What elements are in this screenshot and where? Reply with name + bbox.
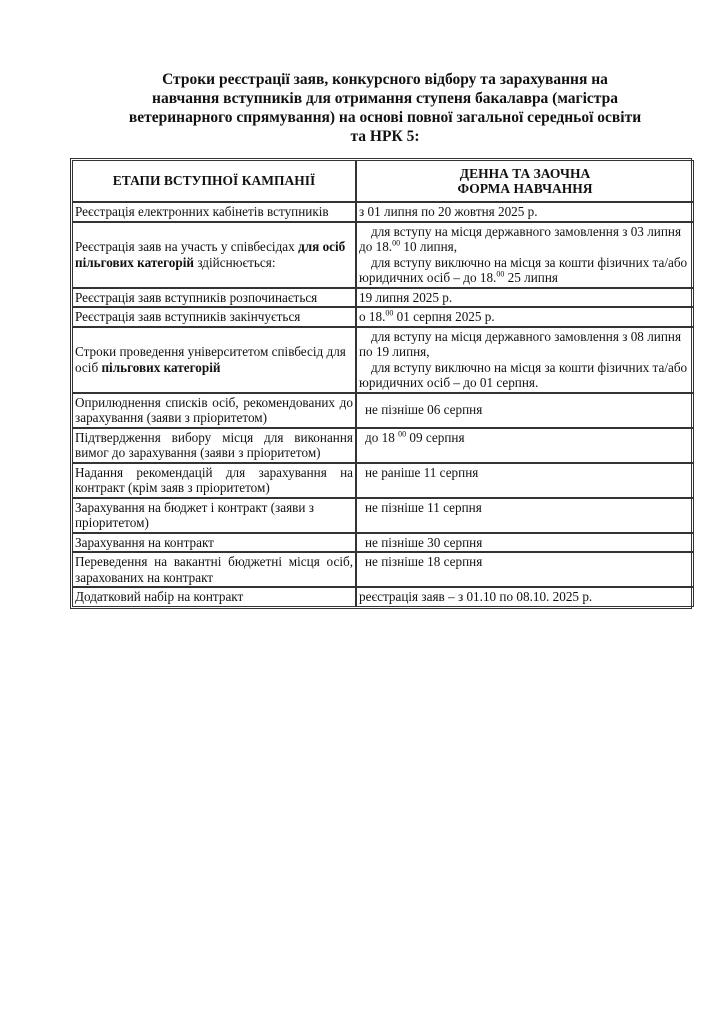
value-line: для вступу виключно на місця за кошти фізичних та/або юридичних осіб – до 01 серпня. bbox=[359, 359, 688, 390]
stage-bold-text: пільгових категорій bbox=[101, 359, 221, 375]
value-line: для вступу на місця державного замовлення з 08 липня по 19 липня, bbox=[359, 328, 682, 359]
header-form-line-1: ДЕННА ТА ЗАОЧНА bbox=[459, 165, 591, 181]
table-row bbox=[72, 393, 694, 428]
stage-cell: Реєстрація заяв вступників розпочинається bbox=[72, 288, 356, 308]
superscript: 00 bbox=[385, 308, 394, 318]
value-cell: не раніше 11 серпня bbox=[356, 463, 694, 498]
value-text: для вступу на місця державного замовлення з 03 липня до 18. bbox=[359, 223, 682, 254]
stage-cell bbox=[72, 222, 356, 288]
value-cell: не пізніше 30 серпня bbox=[356, 533, 694, 553]
value-text: для вступу виключно на місця за кошти фізичних та/або юридичних осіб – до 18. bbox=[359, 254, 688, 285]
stage-cell: Підтвердження вибору місця для виконання вимог до зарахування (заяви з пріоритетом) bbox=[72, 428, 356, 463]
table-row bbox=[72, 327, 694, 393]
table-row bbox=[72, 428, 694, 463]
stage-bold-text: для осіб пільгових категорій bbox=[75, 239, 346, 270]
table-row bbox=[72, 463, 694, 498]
stage-cell: Реєстрація заяв вступників закінчується bbox=[72, 307, 356, 327]
value-text: 10 липня, bbox=[400, 239, 457, 254]
table-row bbox=[72, 222, 694, 288]
title-line-2: навчання вступників для отримання ступеня бакалавра (магістра bbox=[152, 90, 618, 107]
stage-cell: Оприлюднення списків осіб, рекомендованих до зарахування (заяви з пріоритетом) bbox=[72, 393, 356, 428]
stage-cell: Надання рекомендацій для зарахування на контракт (крім заяв з пріоритетом) bbox=[72, 463, 356, 498]
value-cell: не пізніше 06 серпня bbox=[356, 393, 694, 428]
stage-cell: Реєстрація електронних кабінетів вступників bbox=[72, 202, 356, 222]
value-text: 25 липня bbox=[504, 270, 558, 285]
header-form-line-2: ФОРМА НАВЧАННЯ bbox=[457, 181, 593, 196]
value-cell bbox=[356, 327, 694, 393]
stage-cell: Зарахування на бюджет і контракт (заяви з пріоритетом) bbox=[72, 498, 356, 533]
value-text: 01 серпня 2025 р. bbox=[393, 309, 495, 324]
header-form bbox=[356, 160, 694, 202]
stage-text: Строки проведення університетом співбесід для осіб bbox=[75, 344, 346, 375]
stage-cell: Додатковий набір на контракт bbox=[72, 587, 356, 607]
value-cell: реєстрація заяв – з 01.10 по 08.10. 2025 р. bbox=[356, 587, 694, 607]
schedule-table bbox=[70, 158, 692, 609]
table-row bbox=[72, 587, 694, 607]
value-cell bbox=[356, 222, 694, 288]
superscript: 00 bbox=[398, 429, 407, 439]
value-text: до 18 bbox=[365, 429, 399, 445]
stage-cell: Переведення на вакантні бюджетні місця осіб, зарахованих на контракт bbox=[72, 552, 356, 587]
table-row bbox=[72, 498, 694, 533]
value-cell: не пізніше 11 серпня bbox=[356, 498, 694, 533]
title-line-4: та НРК 5: bbox=[350, 128, 420, 145]
superscript: 00 bbox=[496, 269, 505, 279]
value-line bbox=[359, 224, 691, 255]
table-row bbox=[72, 307, 694, 327]
table-row bbox=[72, 288, 694, 308]
superscript: 00 bbox=[392, 238, 401, 248]
stage-text: Реєстрація заяв на участь у співбесідах bbox=[75, 239, 299, 254]
document-title bbox=[100, 70, 670, 146]
table-header-row bbox=[72, 160, 694, 202]
value-cell: з 01 липня по 20 жовтня 2025 р. bbox=[356, 202, 694, 222]
table-row bbox=[72, 202, 694, 222]
table-row bbox=[72, 533, 694, 553]
title-line-1: Строки реєстрації заяв, конкурсного відбору та зарахування на bbox=[162, 71, 608, 88]
value-cell bbox=[356, 428, 694, 463]
title-line-3: ветеринарного спрямування) на основі повної загальної середньої освіти bbox=[128, 109, 642, 126]
value-text: 09 серпня bbox=[406, 429, 465, 445]
value-text: о 18. bbox=[359, 309, 386, 324]
stage-cell: Зарахування на контракт bbox=[72, 533, 356, 553]
value-cell: не пізніше 18 серпня bbox=[356, 552, 694, 587]
header-stages: ЕТАПИ ВСТУПНОЇ КАМПАНІЇ bbox=[72, 160, 356, 202]
value-cell: 19 липня 2025 р. bbox=[356, 288, 694, 308]
stage-cell bbox=[72, 327, 356, 393]
stage-text: здійснюється: bbox=[194, 254, 276, 270]
value-line bbox=[359, 255, 691, 286]
table-row bbox=[72, 552, 694, 587]
value-cell bbox=[356, 307, 694, 327]
